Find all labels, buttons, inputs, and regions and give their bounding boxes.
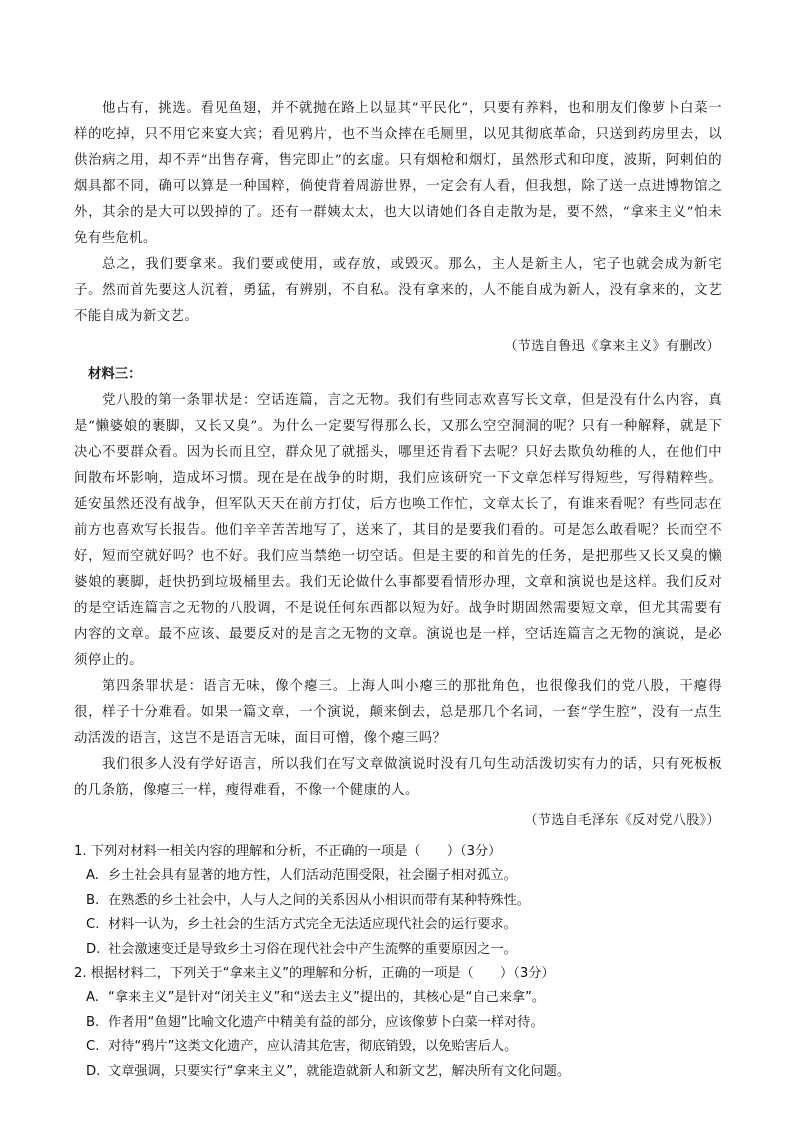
- option-letter: C.: [86, 1039, 100, 1054]
- option-letter: A.: [86, 868, 99, 883]
- question-1: [74, 840, 722, 962]
- option-text: “拿来主义”是针对“闭关主义”和“送去主义”提出的，其核心是“自己来拿”。: [108, 990, 546, 1005]
- question-2-option-d: [86, 1060, 722, 1085]
- material-3-paragraph-3: 我们很多人没有学好语言，所以我们在写文章做演说时没有几句生动活泼切实有力的话，只有死板板的几条筋，像瘪三一样，瘦得难看，不像一个健康的人。: [74, 757, 722, 798]
- option-text: 社会激速变迁是导致乡土习俗在现代社会中产生流弊的重要原因之一。: [108, 941, 517, 957]
- option-letter: A.: [86, 990, 99, 1005]
- material-3-source: （节选自毛泽东《反对党八股》）: [524, 813, 720, 828]
- question-1-stem: 1. 下列对材料一相关内容的理解和分析，不正确的一项是（ ）（3分）: [74, 844, 502, 859]
- question-2-option-b: [86, 1011, 722, 1036]
- material-2-paragraph-1: 他占有，挑选。看见鱼翅，并不就抛在路上以显其“平民化”，只要有养料，也和朋友们像萝卜白菜一样的吃掉，只不用它来宴大宾；看见鸦片，也不当众摔在毛厕里，以见其彻底革命，只送到药房里去，以供治病之用，却不弄“出售存膏，售完即止”的玄虚。只有烟枪和烟灯，虽然形式和印度，波斯，阿剌伯的烟具都不同，确可以算是一种国粹，倘使背着周游世界，一定会有人看，但我想，除了送一点进博物馆之外，其余的是大可以毁掉的了。还有一群姨太太，也大以请她们各自走散为是，要不然，“拿来主义”怕未免有些危机。: [74, 101, 722, 246]
- option-letter: C.: [86, 917, 100, 932]
- question-1-option-c: [86, 913, 722, 938]
- document-page: [74, 96, 722, 1084]
- material-2-section: [74, 96, 722, 360]
- option-text: 作者用“鱼翅”比喻文化遗产中精美有益的部分，应该像萝卜白菜一样对待。: [108, 1014, 544, 1030]
- question-2-option-a: [86, 986, 722, 1011]
- question-1-option-a: [86, 864, 722, 889]
- question-2: [74, 962, 722, 1084]
- material-3-paragraph-2: 第四条罪状是：语言无味，像个瘪三。上海人叫小瘪三的那批角色，也很像我们的党八股，干瘪得很，样子十分难看。如果一篇文章，一个演说，颠来倒去，总是那几个名词，一套“学生腔”，没有一点生动活泼的语言，这岂不是语言无味，面目可憎，像个瘪三吗？: [74, 679, 722, 746]
- option-text: 对待“鸦片”这类文化遗产，应认清其危害，彻底销毁，以免贻害后人。: [108, 1039, 518, 1054]
- option-letter: D.: [86, 941, 101, 957]
- material-3-heading: 材料三：: [88, 366, 142, 382]
- option-text: 在熟悉的乡土社会中，人与人之间的关系因从小相识而带有某种特殊性。: [108, 892, 530, 908]
- option-text: 乡土社会具有显著的地方性，人们活动范围受限，社会圈子相对孤立。: [108, 868, 517, 883]
- question-2-option-c: [86, 1035, 722, 1060]
- material-3-paragraph-1: 党八股的第一条罪状是：空话连篇，言之无物。我们有些同志欢喜写长文章，但是没有什么内容，真是“懒婆娘的裹脚，又长又臭”。为什么一定要写得那么长，又那么空空洞洞的呢？只有一种解释，就是下决心不要群众看。因为长而且空，群众见了就摇头，哪里还肯看下去呢？只好去欺负幼稚的人，在他们中间散布坏影响，造成坏习惯。现在是在战争的时期，我们应该研究一下文章怎样写得短些，写得精粹些。延安虽然还没有战争，但军队天天在前方打仗，后方也唤工作忙，文章太长了，有谁来看呢？有些同志在前方也喜欢写长报告。他们辛辛苦苦地写了，送来了，其目的是要我们看的。可是怎么敢看呢？长而空不好，短而空就好吗？也不好。我们应当禁绝一切空话。但是主要的和首先的任务，是把那些又长又臭的懒婆娘的裹脚，赶快扔到垃圾桶里去。我们无论做什么事都要看情形办理，文章和演说也是这样。我们反对的是空话连篇言之无物的八股调，不是说任何东西都以短为好。战争时期固然需要短文章，但尤其需要有内容的文章。最不应该、最要反对的是言之无物的文章。演说也是一样，空话连篇言之无物的演说，是必须停止的。: [74, 393, 722, 668]
- option-text: 文章强调，只要实行“拿来主义”，就能造就新人和新文艺，解决所有文化问题。: [108, 1063, 571, 1079]
- question-1-option-d: [86, 938, 722, 963]
- option-letter: B.: [86, 892, 100, 908]
- question-1-option-b: [86, 889, 722, 914]
- question-2-stem: 2. 根据材料二，下列关于“拿来主义”的理解和分析，正确的一项是（ ）（3分）: [74, 966, 555, 981]
- questions-section: [74, 840, 722, 1084]
- material-3-section: [74, 362, 722, 834]
- option-letter: B.: [86, 1014, 100, 1030]
- option-letter: D.: [86, 1063, 101, 1079]
- material-2-paragraph-2: 总之，我们要拿来。我们要或使用，或存放，或毁灭。那么，主人是新主人，宅子也就会成为新宅子。然而首先要这人沉着，勇猛，有辨别，不自私。没有拿来的，人不能自成为新人，没有拿来的，文艺不能自成为新文艺。: [74, 257, 722, 324]
- material-2-source: （节选自鲁迅《拿来主义》有删改）: [504, 339, 720, 354]
- option-text: 材料一认为，乡土社会的生活方式完全无法适应现代社会的运行要求。: [108, 917, 517, 932]
